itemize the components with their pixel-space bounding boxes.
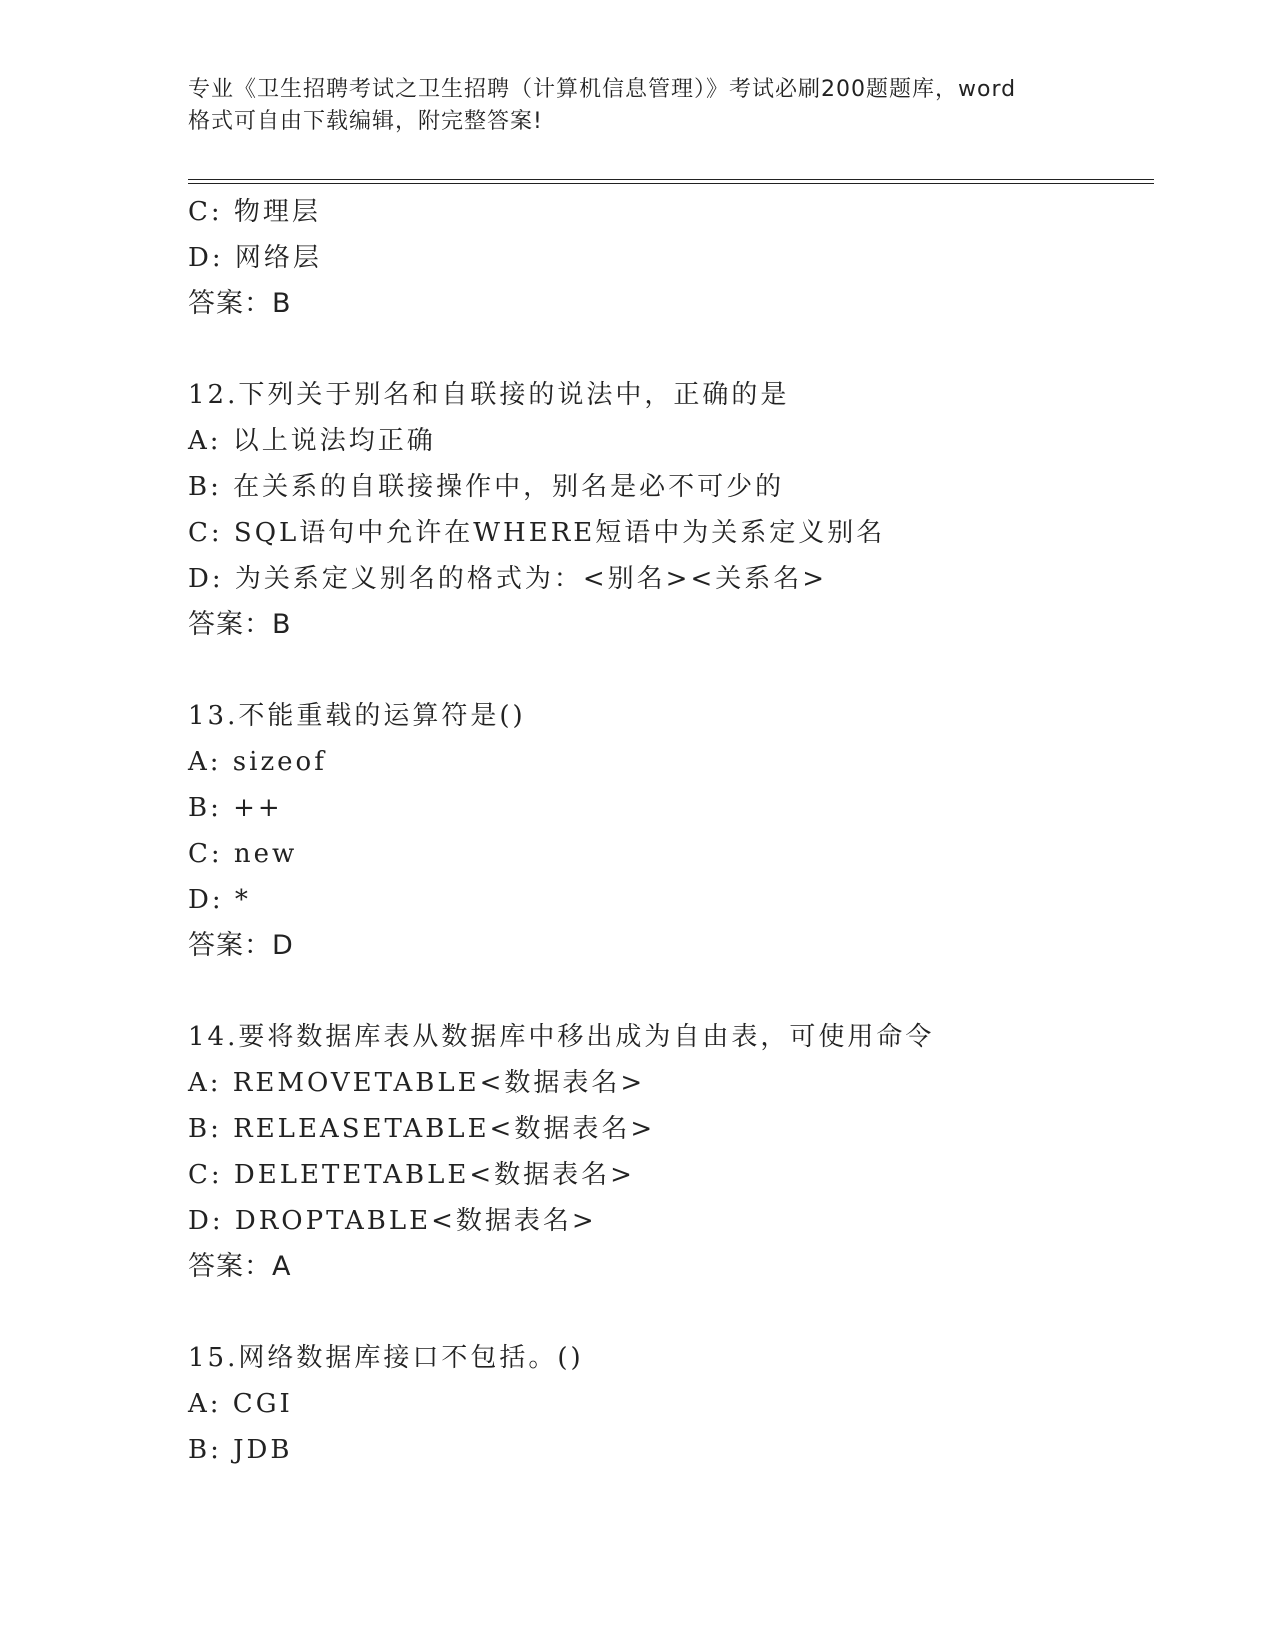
option-c: C: new [188, 839, 298, 869]
header-divider-top [188, 179, 1154, 180]
header-line-2: 格式可自由下载编辑，附完整答案! [188, 109, 543, 134]
option-b: B: JDB [188, 1435, 293, 1465]
option-a: A: sizeof [188, 747, 327, 777]
document-header [188, 74, 1088, 138]
option-a: A: CGI [188, 1389, 293, 1419]
spacer [188, 969, 1148, 1014]
header-divider-bottom [188, 183, 1154, 184]
answer-label: 答案：B [188, 288, 292, 319]
question-12 [188, 372, 1148, 648]
question-stem: 12.下列关于别名和自联接的说法中，正确的是 [188, 380, 790, 410]
header-line-1: 专业《卫生招聘考试之卫生招聘（计算机信息管理）》考试必刷200题题库，word [188, 77, 1017, 102]
question-stem: 14.要将数据库表从数据库中移出成为自由表，可使用命令 [188, 1022, 935, 1052]
option-c: C: SQL语句中允许在WHERE短语中为关系定义别名 [188, 518, 886, 548]
question-stem: 13.不能重载的运算符是() [188, 701, 526, 731]
answer-label: 答案：D [188, 930, 294, 961]
question-14 [188, 1014, 1148, 1290]
option-b: B: ++ [188, 793, 283, 823]
question-11-continued [188, 189, 1148, 327]
option-a: A: REMOVETABLE<数据表名> [188, 1068, 646, 1098]
question-13 [188, 693, 1148, 969]
spacer [188, 1290, 1148, 1335]
option-d: D: DROPTABLE<数据表名> [188, 1206, 597, 1236]
option-d: D: * [188, 885, 251, 915]
question-stem: 15.网络数据库接口不包括。() [188, 1343, 584, 1373]
question-list [188, 189, 1148, 1473]
option-d: D: 网络层 [188, 243, 322, 273]
option-c: C: 物理层 [188, 197, 321, 227]
option-b: B: RELEASETABLE<数据表名> [188, 1114, 656, 1144]
question-15 [188, 1335, 1148, 1473]
answer-label: 答案：A [188, 1251, 292, 1282]
option-a: A: 以上说法均正确 [188, 426, 436, 456]
answer-label: 答案：B [188, 609, 292, 640]
option-b: B: 在关系的自联接操作中，别名是必不可少的 [188, 472, 785, 502]
spacer [188, 648, 1148, 693]
option-d: D: 为关系定义别名的格式为：<别名><关系名> [188, 564, 828, 594]
option-c: C: DELETETABLE<数据表名> [188, 1160, 635, 1190]
spacer [188, 327, 1148, 372]
